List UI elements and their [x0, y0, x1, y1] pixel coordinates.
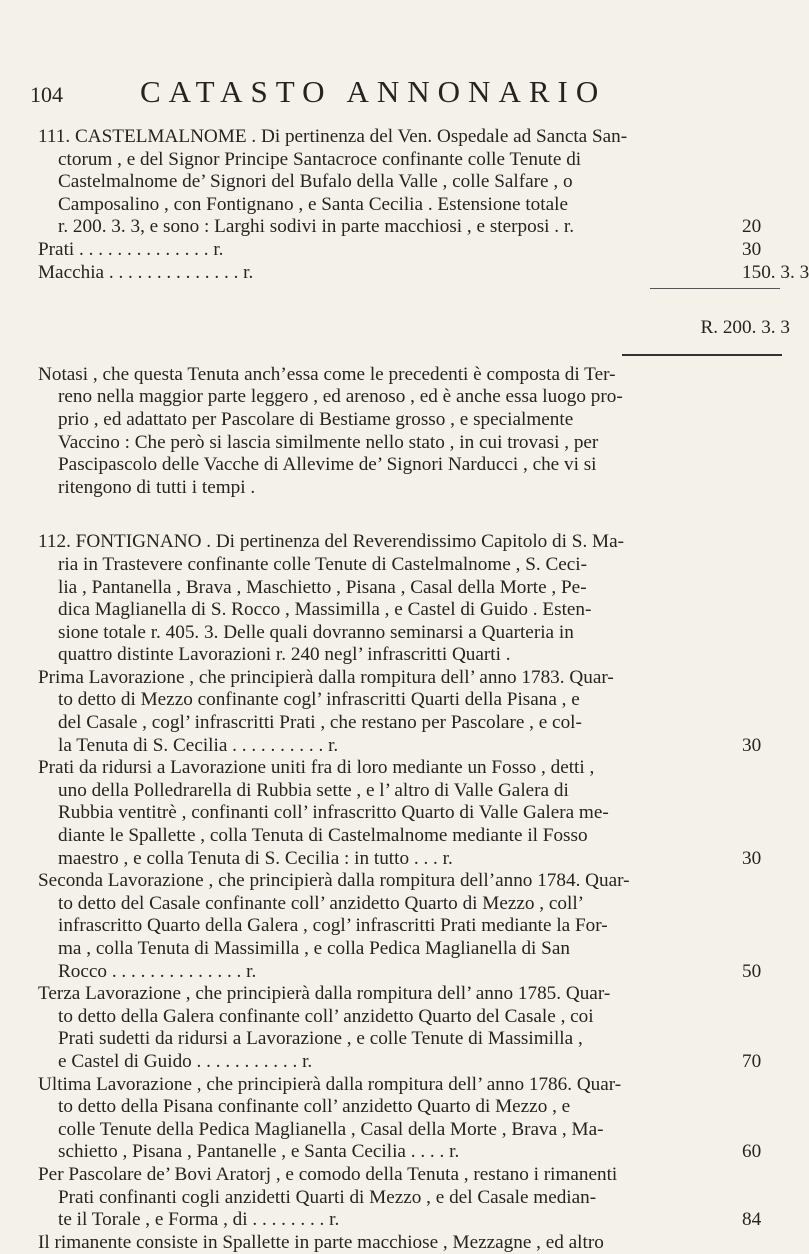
rubbia-value: 50: [742, 960, 762, 982]
text-line: 112. FONTIGNANO . Di pertinenza del Reverendissimo Capitolo di S. Ma-: [38, 531, 625, 553]
rubbia-value: 30: [742, 847, 762, 869]
total-rule: [622, 354, 782, 356]
text-line: Prima Lavorazione , che principierà dalla rompitura dell’ anno 1783. Quar-: [38, 666, 614, 688]
rubbia-value: 30: [742, 238, 762, 260]
page-body: [38, 126, 809, 1254]
text-line: Castelmalnome de’ Signori del Bufalo della Valle , colle Salfare , o: [58, 171, 573, 193]
text-line: Il rimanente consiste in Spallette in parte macchiose , Mezzagne , ed altro: [38, 1231, 604, 1253]
text-line: ctorum , e del Signor Principe Santacroce confinante colle Tenute di: [58, 148, 582, 170]
entry-total: R. 200. 3. 3: [700, 317, 790, 339]
text-line: Vaccino : Che però si lascia similmente nello stato , in cui trovasi , per: [58, 431, 599, 453]
text-line: diante le Spallette , colla Tenuta di Castelmalnome mediante il Fosso: [58, 825, 588, 847]
text-line: uno della Polledrarella di Rubbia sette , e l’ altro di Valle Galera di: [58, 779, 569, 801]
rubbia-value: 20: [742, 216, 762, 238]
text-line: Seconda Lavorazione , che principierà dalla rompitura dell’anno 1784. Quar-: [38, 870, 630, 892]
entry-fontignano: [38, 531, 790, 1254]
text-line: Macchia . . . . . . . . . . . . . . r. 150. 3. 3: [38, 261, 809, 283]
text-line: 111. CASTELMALNOME . Di pertinenza del Ven. Ospedale ad Sancta San-: [38, 126, 628, 147]
text-line: Prati confinanti cogli anzidetti Quarti di Mezzo , e del Casale median-: [58, 1186, 597, 1208]
text-line: sione totale r. 405. 3. Delle quali dovranno seminarsi a Quarteria in: [58, 621, 574, 643]
text-line: Rubbia ventitrè , confinanti coll’ infrascritto Quarto di Valle Galera me-: [58, 802, 609, 824]
page-header: [0, 74, 800, 114]
text-line: Notasi , che questa Tenuta anch’essa come le precedenti è composta di Ter-: [38, 363, 616, 385]
text-line: to detto del Casale confinante coll’ anzidetto Quarto di Mezzo , coll’: [58, 892, 585, 914]
text-line: reno nella maggior parte leggero , ed arenoso , ed è anche essa luogo pro-: [58, 386, 623, 408]
text-line: la Tenuta di S. Cecilia . . . . . . . . . . r. 30: [38, 735, 790, 758]
text-line: Prati sudetti da ridursi a Lavorazione , e colle Tenute di Massimilla ,: [58, 1028, 583, 1050]
text-line: Pascipascolo delle Vacche di Allevime de’ Signori Narducci , che vi si: [58, 454, 597, 476]
running-title: CATASTO ANNONARIO: [140, 74, 607, 109]
page-number: 104: [30, 82, 63, 107]
rubbia-value: 30: [742, 734, 762, 756]
sum-rule: [650, 288, 780, 289]
note-paragraph: [38, 364, 790, 500]
rubbia-value: 70: [742, 1050, 762, 1072]
text-line: ma , colla Tenuta di Massimilla , e colla Pedica Maglianella di San: [58, 938, 570, 959]
rubbia-value: 150. 3. 3: [742, 261, 809, 283]
text-line: infrascritto Quarto della Galera , cogl’ infrascritti Prati mediante la For-: [58, 915, 608, 937]
rubbia-value: 60: [742, 1141, 762, 1163]
text-line: Terza Lavorazione , che principierà dalla rompitura dell’ anno 1785. Quar-: [38, 983, 611, 1005]
text-line: dica Maglianella di S. Rocco , Massimilla , e Castel di Guido . Esten-: [58, 599, 592, 621]
text-line: Prati . . . . . . . . . . . . . . r. 30: [38, 239, 790, 262]
text-line: schietto , Pisana , Pantanelle , e Santa Cecilia . . . . r. 60: [38, 1141, 790, 1164]
text-line: prio , ed adattato per Pascolare di Bestiame grosso , e specialmente: [58, 408, 574, 430]
text-line: ritengono di tutti i tempi .: [58, 476, 256, 498]
text-line: del Casale , cogl’ infrascritti Prati , che restano per Pascolare , e col-: [58, 712, 582, 734]
text-line: lia , Pantanella , Brava , Maschietto , Pisana , Casal della Morte , Pe-: [58, 576, 587, 598]
text-line: Ultima Lavorazione , che principierà dalla rompitura dell’ anno 1786. Quar-: [38, 1073, 622, 1095]
text-line: maestro , e colla Tenuta di S. Cecilia : in tutto . . . r. 30: [38, 848, 790, 871]
text-line: Rocco . . . . . . . . . . . . . . r. 50: [38, 961, 790, 984]
text-line: colle Tenute della Pedica Maglianella , Casal della Morte , Brava , Ma-: [58, 1118, 604, 1140]
text-line: e Castel di Guido . . . . . . . . . . . r. 70: [38, 1051, 790, 1074]
text-line: to detto della Galera confinante coll’ anzidetto Quarto del Casale , coi: [58, 1005, 594, 1027]
rubbia-value: 84: [742, 1209, 762, 1231]
text-line: Camposalino , con Fontignano , e Santa Cecilia . Estensione totale: [58, 193, 568, 215]
text-line: r. 200. 3. 3, e sono : Larghi sodivi in parte macchiosi , e sterposi . r. 20: [38, 216, 790, 239]
text-line: to detto della Pisana confinante coll’ anzidetto Quarto di Mezzo , e: [58, 1096, 571, 1118]
text-line: to detto di Mezzo confinante cogl’ infrascritti Quarti della Pisana , e: [58, 689, 580, 711]
text-line: ria in Trastevere confinante colle Tenute di Castelmalnome , S. Ceci-: [58, 553, 588, 575]
text-line: te il Torale , e Forma , di . . . . . . . . r. 84: [38, 1209, 790, 1232]
text-line: Per Pascolare de’ Bovi Aratorj , e comodo della Tenuta , restano i rimanenti: [38, 1163, 618, 1185]
text-line: Prati da ridursi a Lavorazione uniti fra di loro mediante un Fosso , detti ,: [38, 757, 595, 779]
entry-castelmalnome: [38, 126, 809, 356]
text-line: quattro distinte Lavorazioni r. 240 negl’ infrascritti Quarti .: [58, 644, 511, 666]
